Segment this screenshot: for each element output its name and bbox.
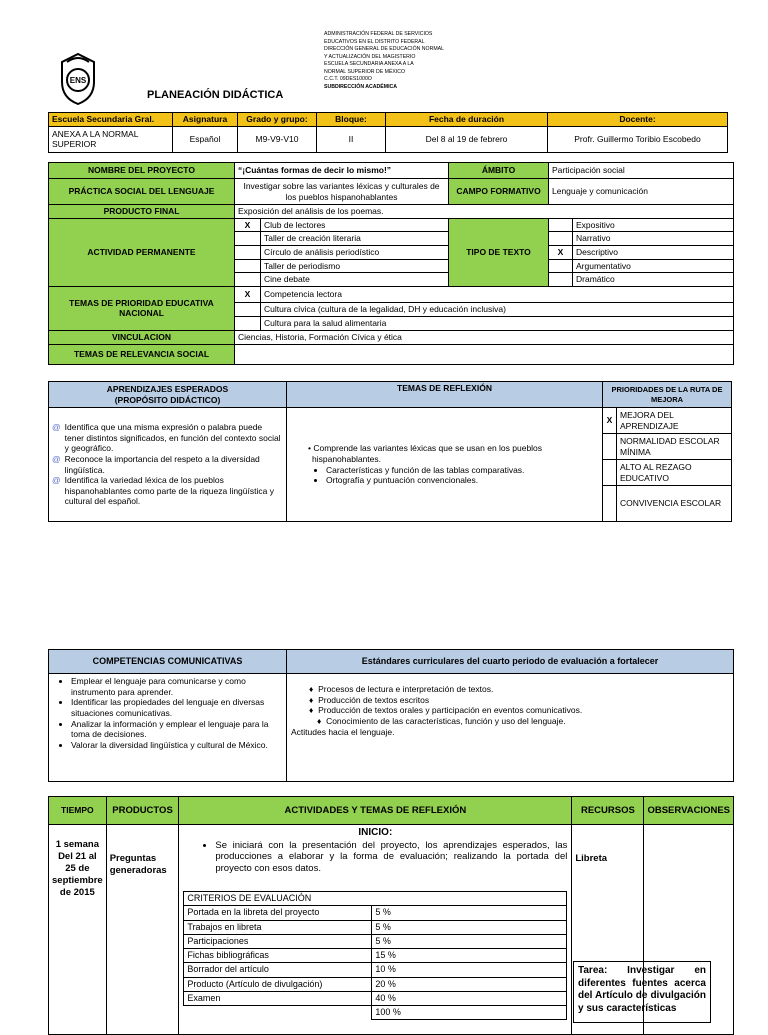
aprendizaje-item xyxy=(52,422,283,454)
tema-reflexion-first: • Comprende las variantes léxicas que se usan en los pueblos hispanohablantes. xyxy=(308,443,543,464)
criterio-label: Producto (Artículo de divulgación) xyxy=(184,977,372,991)
admin-line: NORMAL SUPERIOR DE MÉXICO xyxy=(324,68,406,75)
vinculacion-label: VINCULACION xyxy=(49,330,235,344)
prioridad-mark xyxy=(603,486,617,522)
criterios-header: CRITERIOS DE EVALUACIÓN xyxy=(184,892,567,906)
admin-line: C.C.T. 09DES1000O xyxy=(324,76,372,83)
bullet-swirl-icon: @ xyxy=(52,422,61,432)
actividad-mark: X xyxy=(235,218,261,232)
criterio-value: 15 % xyxy=(372,949,567,963)
criterio-label: Portada en la libreta del proyecto xyxy=(184,906,372,920)
aprendizajes-header xyxy=(49,382,287,408)
inicio-label: INICIO: xyxy=(358,827,393,838)
practica-value: Investigar sobre las variantes léxicas y culturales de los pueblos hispanohablantes xyxy=(235,179,449,205)
criterio-value: 5 % xyxy=(372,934,567,948)
school-logo xyxy=(58,52,98,106)
tiempo-cell: 1 semana Del 21 al 25 de septiembre de 2015 xyxy=(49,825,107,1035)
estandar-item: ♦ Conocimiento de las características, función y uso del lenguaje. xyxy=(317,715,566,726)
info-header: Docente: xyxy=(548,113,728,127)
ambito-value: Participación social xyxy=(549,163,734,179)
tiempo-header: TIEMPO xyxy=(49,797,107,825)
competencias-header: COMPETENCIAS COMUNICATIVAS xyxy=(49,650,287,674)
temas-reflexion-list xyxy=(290,465,599,486)
criterio-label: Participaciones xyxy=(184,934,372,948)
tema-mark: X xyxy=(235,286,261,302)
competencia-item: • Valorar la diversidad lingüística y cultural de México. xyxy=(71,740,283,751)
aprendizaje-item xyxy=(52,454,283,475)
competencia-item: • Identificar las propiedades del lenguaje en diversas situaciones comunicativas. xyxy=(71,697,283,718)
actividad-item: Cine debate xyxy=(261,273,449,287)
tipo-label: TIPO DE TEXTO xyxy=(449,218,549,286)
prioridad-mark xyxy=(603,434,617,460)
tipo-item: Dramático xyxy=(573,273,734,287)
prioridad-item: MEJORA DEL APRENDIZAJE xyxy=(617,408,732,434)
competencias-list xyxy=(57,676,283,750)
tema-mark xyxy=(235,316,261,330)
temas-reflexion-cell xyxy=(287,408,603,522)
inicio-list xyxy=(183,840,567,876)
prioridad-item: NORMALIDAD ESCOLAR MÍNIMA xyxy=(617,434,732,460)
info-header: Grado y grupo: xyxy=(238,113,317,127)
info-header: Bloque: xyxy=(317,113,386,127)
relevancia-value xyxy=(235,344,734,364)
prioridad-mark xyxy=(603,460,617,486)
competencias-table xyxy=(48,649,734,782)
tipo-item: Expositivo xyxy=(573,218,734,232)
estandar-text: Producción de textos escritos xyxy=(318,694,430,705)
prioridad-mark: X xyxy=(603,408,617,434)
estandares-cell xyxy=(287,674,734,782)
admin-line: EDUCATIVOS EN EL DISTRITO FEDERAL xyxy=(324,38,425,45)
criterio-value: 10 % xyxy=(372,963,567,977)
tipo-item: Narrativo xyxy=(573,232,734,246)
criterio-label: Examen xyxy=(184,991,372,1005)
criterio-value: 40 % xyxy=(372,991,567,1005)
estandares-header: Estándares curriculares del cuarto periodo de evaluación a fortalecer xyxy=(287,650,734,674)
tipo-mark xyxy=(549,259,573,273)
estandar-text: Procesos de lectura e interpretación de textos. xyxy=(318,684,494,694)
subject-value: Español xyxy=(173,126,238,152)
campo-label: CAMPO FORMATIVO xyxy=(449,179,549,205)
aprendizaje-text: Identifica que una misma expresión o palabra puede tener distintos significados, en función del contexto social y geográfico. xyxy=(64,422,281,454)
actividad-item: Club de lectores xyxy=(261,218,449,232)
tipo-item: Argumentativo xyxy=(573,259,734,273)
page-title: PLANEACIÓN DIDÁCTICA xyxy=(147,89,284,101)
aprendizajes-header-subtitle: (PROPÓSITO DIDÁCTICO) xyxy=(114,394,221,405)
observaciones-header: OBSERVACIONES xyxy=(644,797,734,825)
estandar-text: Conocimiento de las características, función y uso del lenguaje. xyxy=(326,715,566,726)
relevancia-label: TEMAS DE RELEVANCIA SOCIAL xyxy=(49,344,235,364)
criterio-label: Fichas bibliográficas xyxy=(184,949,372,963)
prioridades-header: PRIORIDADES DE LA RUTA DE MEJORA xyxy=(603,382,732,408)
admin-line: DIRECCIÓN GENERAL DE EDUCACIÓN NORMAL xyxy=(324,46,445,53)
group-value: M9-V9-V10 xyxy=(238,126,317,152)
tipo-item: Descriptivo xyxy=(573,245,734,259)
info-header: Fecha de duración xyxy=(386,113,548,127)
actividad-mark xyxy=(235,273,261,287)
actividades-cell xyxy=(179,825,572,1035)
tema-mark xyxy=(235,302,261,316)
temas-reflexion-header: TEMAS DE REFLEXIÓN xyxy=(287,382,603,408)
actividad-mark xyxy=(235,232,261,246)
actitudes-text: Actitudes hacia el lenguaje. xyxy=(291,726,395,737)
recursos-header: RECURSOS xyxy=(572,797,644,825)
tipo-mark xyxy=(549,218,573,232)
admin-header xyxy=(324,31,484,91)
tipo-mark xyxy=(549,273,573,287)
criterio-label: Trabajos en libreta xyxy=(184,920,372,934)
criterio-value: 5 % xyxy=(372,906,567,920)
project-table xyxy=(48,162,734,365)
info-table xyxy=(48,112,728,153)
aprendizaje-text: Reconoce la importancia del respeto a la diversidad lingüística. xyxy=(64,453,260,475)
actividad-item: Taller de creación literaria xyxy=(261,232,449,246)
project-name-value: “¡Cuántas formas de decir lo mismo!” xyxy=(235,163,449,179)
tarea-box: Tarea: Investigar en diferentes fuentes acerca del Artículo de divulgación y sus características xyxy=(573,961,711,1023)
tipo-mark: X xyxy=(549,245,573,259)
estandar-item: ♦ Producción de textos escritos xyxy=(309,694,430,705)
tema-item: Competencia lectora xyxy=(261,286,734,302)
project-name-label: NOMBRE DEL PROYECTO xyxy=(49,163,235,179)
aprendizajes-table xyxy=(48,381,732,522)
actividad-item: Círculo de análisis periodístico xyxy=(261,245,449,259)
info-header: Escuela Secundaria Gral. xyxy=(49,113,173,127)
tema-item: Cultura para la salud alimentaria xyxy=(261,316,734,330)
block-value: II xyxy=(317,126,386,152)
bullet-swirl-icon: @ xyxy=(52,453,61,464)
criterio-value: 20 % xyxy=(372,977,567,991)
ambito-label: ÁMBITO xyxy=(449,163,549,179)
estandar-item: ♦ Producción de textos orales y participación en eventos comunicativos. xyxy=(309,705,583,716)
campo-value: Lenguaje y comunicación xyxy=(549,179,734,205)
admin-line: SUBDIRECCIÓN ACADÉMICA xyxy=(324,83,398,90)
bullet-swirl-icon: @ xyxy=(52,475,61,486)
aprendizajes-header-title: APRENDIZAJES ESPERADOS xyxy=(106,383,229,394)
recursos-cell: Libreta xyxy=(572,825,644,1035)
criterio-value: 5 % xyxy=(372,920,567,934)
aprendizaje-text: Identifica la variedad léxica de los pueblos hispanohablantes como parte de la riqueza lingüística y cultural del español. xyxy=(64,475,274,507)
tema-reflexion-text: Comprende las variantes léxicas que se usan en los pueblos hispanohablantes. xyxy=(312,443,543,464)
tema-reflexion-item: • Ortografía y puntuación convencionales. xyxy=(326,475,599,486)
prioridad-item: CONVIVENCIA ESCOLAR xyxy=(617,486,732,522)
admin-line: ADMINISTRACIÓN FEDERAL DE SERVICIOS xyxy=(324,31,433,37)
productos-header: PRODUCTOS xyxy=(106,797,179,825)
prioridad-item: ALTO AL REZAGO EDUCATIVO xyxy=(617,460,732,486)
tema-item: Cultura cívica (cultura de la legalidad, DH y educación inclusiva) xyxy=(261,302,734,316)
temas-label: TEMAS DE PRIORIDAD EDUCATIVA NACIONAL xyxy=(49,286,235,330)
producto-value: Exposición del análisis de los poemas. xyxy=(235,205,734,219)
producto-label: PRODUCTO FINAL xyxy=(49,205,235,219)
practica-label: PRÁCTICA SOCIAL DEL LENGUAJE xyxy=(49,179,235,205)
aprendizaje-item xyxy=(52,475,283,507)
tipo-mark xyxy=(549,232,573,246)
svg-text:ENS: ENS xyxy=(69,76,87,85)
school-value: ANEXA A LA NORMAL SUPERIOR xyxy=(49,126,173,152)
info-header: Asignatura xyxy=(173,113,238,127)
estandar-text: Producción de textos orales y participación en eventos comunicativos. xyxy=(318,705,583,716)
actividades-header: ACTIVIDADES Y TEMAS DE REFLEXIÓN xyxy=(179,797,572,825)
criterio-label: Borrador del artículo xyxy=(184,963,372,977)
inicio-item: • Se iniciará con la presentación del proyecto, los aprendizajes esperados, las producciones a elaborar y la forma de evaluación; realizando la portada del proyecto con esos datos. xyxy=(215,840,567,876)
estandar-item: ♦ Procesos de lectura e interpretación de textos. xyxy=(309,684,494,694)
competencias-cell xyxy=(49,674,287,782)
admin-line: ESCUELA SECUNDARIA ANEXA A LA xyxy=(324,61,414,68)
actividad-mark xyxy=(235,245,261,259)
criterio-total: 100 % xyxy=(372,1006,567,1020)
actividad-mark xyxy=(235,259,261,273)
admin-line: Y ACTUALIZACIÓN DEL MAGISTERIO xyxy=(324,53,416,60)
duration-value: Del 8 al 19 de febrero xyxy=(386,126,548,152)
actividad-label: ACTIVIDAD PERMANENTE xyxy=(49,218,235,286)
vinculacion-value: Ciencias, Historia, Formación Cívica y ética xyxy=(235,330,734,344)
aprendizajes-cell xyxy=(49,408,287,522)
competencia-item: • Emplear el lenguaje para comunicarse y como instrumento para aprender. xyxy=(71,676,283,697)
teacher-value: Profr. Guillermo Toribio Escobedo xyxy=(548,126,728,152)
tema-reflexion-item: • Características y función de las tablas comparativas. xyxy=(326,465,599,476)
actividad-item: Taller de periodismo xyxy=(261,259,449,273)
competencia-item: • Analizar la información y emplear el lenguaje para la toma de decisiones. xyxy=(71,719,283,740)
productos-cell: Preguntas generadoras xyxy=(106,825,179,1035)
criterios-table xyxy=(183,891,567,1020)
